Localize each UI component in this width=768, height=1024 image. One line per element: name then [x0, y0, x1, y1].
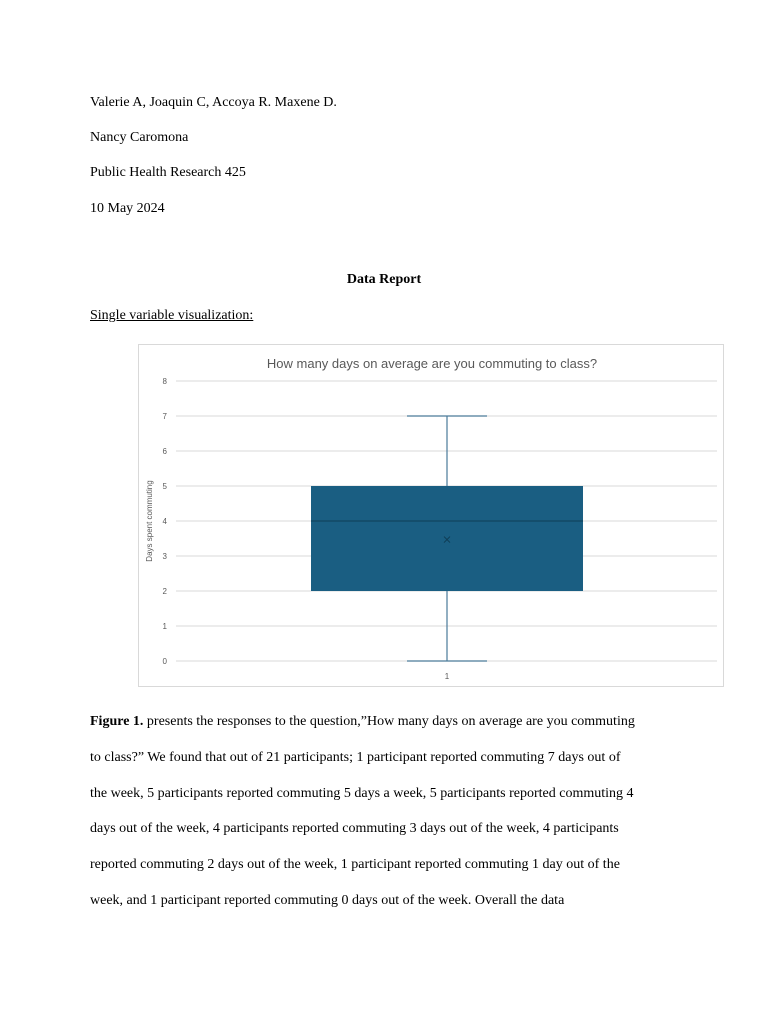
chart-svg — [139, 345, 725, 688]
report-title: Data Report — [346, 272, 422, 287]
paragraph-line: week, and 1 participant reported commuting 0 days out of the week. Overall the data — [90, 892, 565, 908]
box-plot-marks — [311, 416, 583, 661]
figure-label: Figure 1. — [90, 714, 144, 729]
y-tick-label: 5 — [162, 482, 167, 491]
y-tick-label: 3 — [162, 552, 167, 561]
paragraph-line: the week, 5 participants reported commuting 5 days a week, 5 participants reported commuting 4 — [90, 785, 634, 801]
section-heading: Single variable visualization: — [90, 308, 254, 323]
paragraph-text: presents the responses to the question,”How many days on average are you commuting — [143, 714, 635, 729]
y-tick-label: 0 — [162, 657, 167, 666]
y-tick-label: 1 — [162, 622, 167, 631]
paragraph-line: reported commuting 2 days out of the week, 1 participant reported commuting 1 day out of the — [90, 857, 620, 873]
paragraph-line: to class?” We found that out of 21 participants; 1 participant reported commuting 7 days out of — [90, 749, 621, 765]
y-tick-label: 7 — [162, 412, 167, 421]
iqr-box — [311, 486, 583, 591]
y-tick-label: 2 — [162, 587, 167, 596]
chart-title: How many days on average are you commuting to class? — [266, 356, 598, 371]
y-tick-label: 8 — [162, 377, 167, 386]
paragraph-line — [90, 704, 690, 740]
x-tick-label: 1 — [444, 672, 450, 681]
y-axis-label: Days spent commuting — [145, 480, 154, 562]
x-tick-labels — [445, 672, 450, 681]
paragraph-line: days out of the week, 4 participants reported commuting 3 days out of the week, 4 participants — [90, 821, 619, 837]
instructor-line: Nancy Caromona — [90, 130, 189, 145]
y-tick-label: 6 — [162, 447, 167, 456]
y-tick-labels — [163, 377, 168, 666]
y-tick-label: 4 — [162, 517, 167, 526]
course-line: Public Health Research 425 — [90, 165, 246, 180]
authors-line: Valerie A, Joaquin C, Accoya R. Maxene D. — [90, 95, 337, 110]
box-plot-chart — [138, 344, 724, 687]
date-line: 10 May 2024 — [90, 201, 165, 216]
figure-description — [90, 704, 690, 919]
